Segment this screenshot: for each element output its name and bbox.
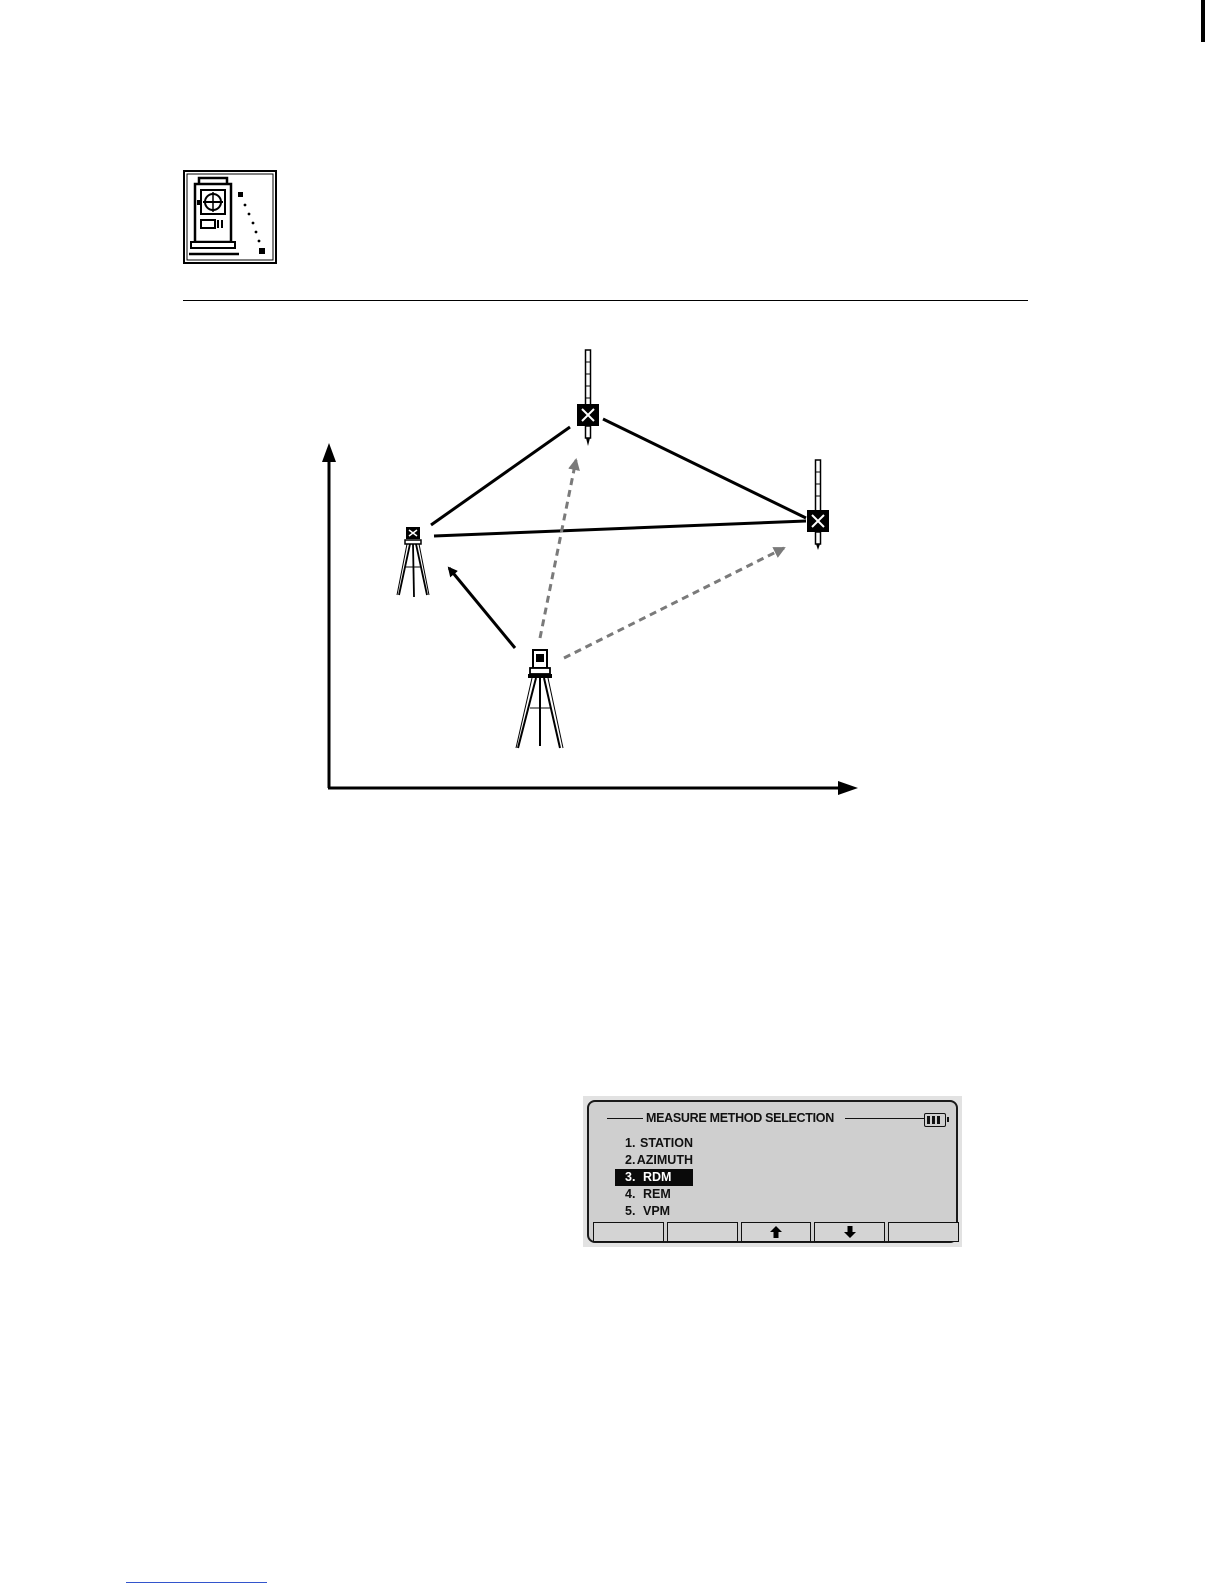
softkey-bar — [593, 1222, 959, 1244]
dashed-arrow-to-right — [564, 548, 784, 658]
battery-icon — [924, 1113, 946, 1127]
softkey-down[interactable] — [814, 1222, 885, 1242]
title-rule-right — [845, 1118, 927, 1119]
softkey-2[interactable] — [667, 1222, 738, 1242]
prism-pole-icon — [807, 460, 829, 550]
menu-item-vpm[interactable]: 5. VPM — [625, 1204, 671, 1218]
down-arrow-icon — [843, 1225, 857, 1239]
measure-method-menu — [615, 1135, 975, 1220]
menu-item-rdm[interactable]: 3. RDM — [615, 1169, 693, 1186]
softkey-1[interactable] — [593, 1222, 664, 1242]
softkey-5[interactable] — [888, 1222, 959, 1242]
line-backsight-to-top — [431, 427, 570, 525]
dashed-arrow-to-top — [540, 460, 576, 638]
resection-diagram — [300, 340, 880, 810]
lcd-frame — [587, 1100, 958, 1243]
line-top-to-right — [603, 419, 806, 518]
tripod-prism-icon — [397, 527, 429, 597]
menu-item-rem[interactable]: 4. REM — [625, 1187, 671, 1201]
total-station-tripod-icon — [516, 650, 563, 748]
up-arrow-icon — [769, 1225, 783, 1239]
line-backsight-to-right — [434, 521, 806, 536]
lcd-screen — [583, 1096, 962, 1247]
header-rule — [183, 300, 1028, 301]
title-rule-left — [607, 1118, 643, 1119]
y-axis-arrowhead — [322, 443, 336, 462]
arrow-to-backsight — [449, 568, 515, 648]
prism-pole-icon — [577, 350, 599, 446]
x-axis-arrowhead — [838, 781, 858, 795]
footnote-rule — [126, 1582, 267, 1583]
page-edge-mark — [1201, 0, 1205, 42]
total-station-traverse-icon — [183, 170, 277, 264]
lcd-title: MEASURE METHOD SELECTION — [646, 1111, 834, 1125]
axes — [322, 443, 858, 795]
menu-item-station[interactable]: 1. STATION — [625, 1136, 693, 1150]
menu-item-azimuth[interactable]: 2. AZIMUTH — [625, 1153, 693, 1167]
softkey-up[interactable] — [741, 1222, 812, 1242]
